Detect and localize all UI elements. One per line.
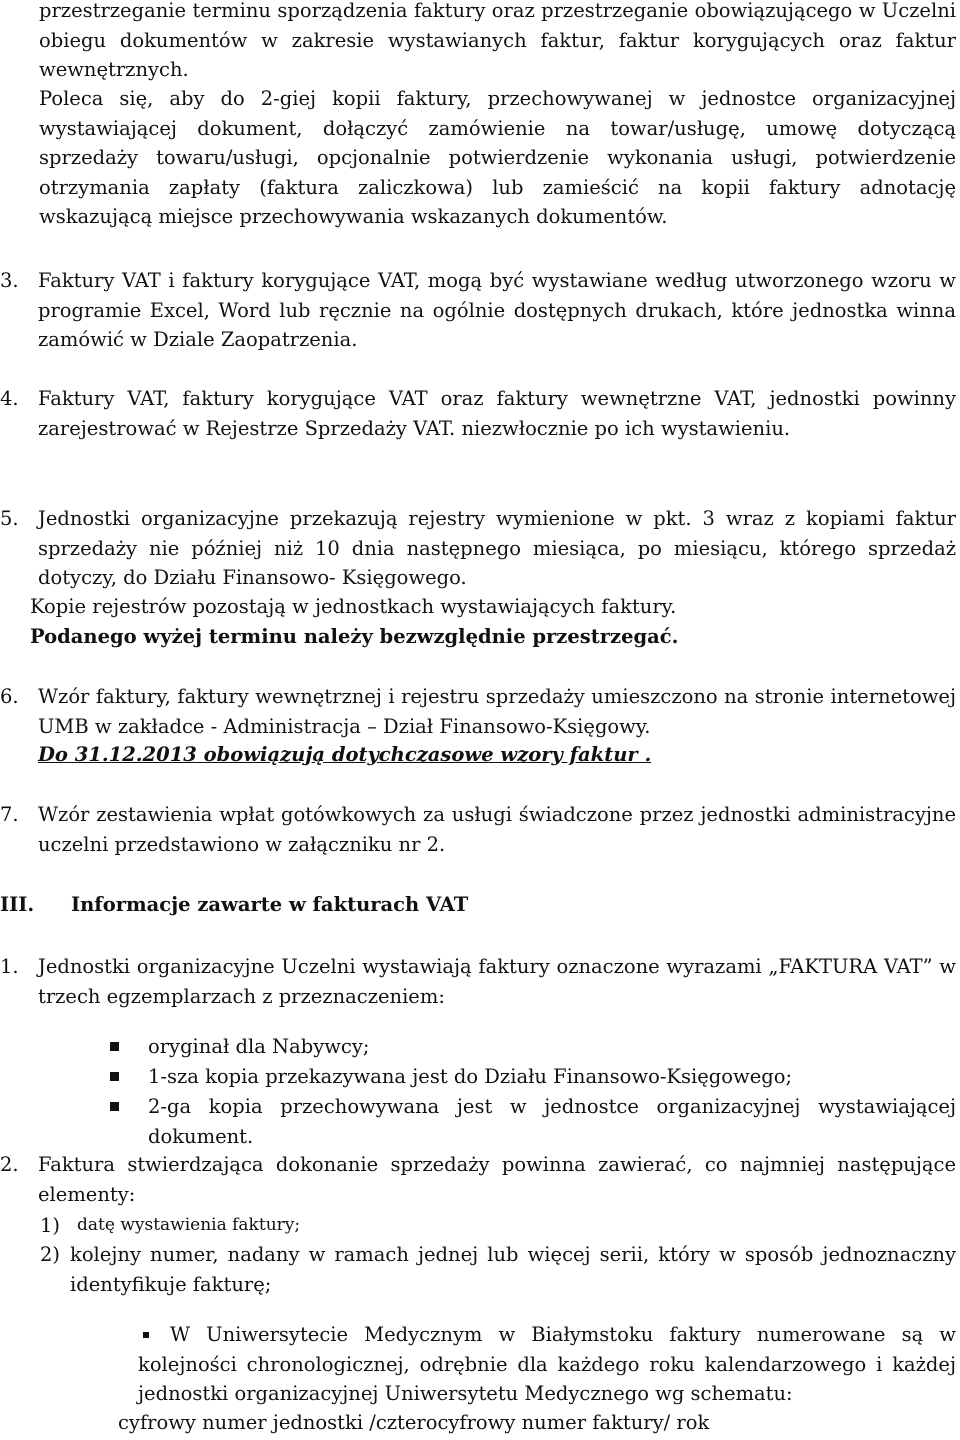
item-text: Jednostki organizacyjne Uczelni wystawiają faktury oznaczone wyrazami „FAKTURA VAT” w trzech egzemplarzach z przeznaczeniem: — [38, 955, 956, 1008]
item-text: Wzór faktury, faktury wewnętrznej i rejestru sprzedaży umieszczono na stronie internetowej UMB w zakładce - Administracja – Dział Finansowo-Księgowy. — [38, 685, 956, 738]
item-number: 5. — [0, 507, 19, 530]
item-number: 1. — [0, 955, 19, 978]
templates-validity-note: Do 31.12.2013 obowiązują dotychczasowe wzory faktur . — [38, 743, 652, 766]
list-item — [0, 384, 956, 443]
item-text: kolejny numer, nadany w ramach jednej lub więcej serii, który w sposób jednoznaczny identyfikuje fakturę; — [70, 1243, 956, 1296]
item-text: Jednostki organizacyjne przekazują rejestry wymienione w pkt. 3 wraz z kopiami faktur sprzedaży nie później niż 10 dnia następnego miesiąca, po miesiącu, którego sprzedaż dotyczy, do Działu Finansowo- Księgowego. — [38, 507, 956, 589]
bullet-text: 2-ga kopia przechowywana jest w jednostce organizacyjnej wystawiającej dokument. — [148, 1095, 956, 1148]
list-item — [0, 800, 956, 859]
item-number: 7. — [0, 803, 19, 826]
list-item — [0, 952, 956, 1011]
item-number: 4. — [0, 387, 19, 410]
list-item — [110, 1062, 956, 1092]
item-text: Faktura stwierdzająca dokonanie sprzedaży powinna zawierać, co najmniej następujące elementy: — [38, 1153, 956, 1206]
recommendation-paragraph — [39, 84, 956, 232]
section-title: Informacje zawarte w fakturach VAT — [71, 893, 469, 916]
deadline-warning: Podanego wyżej terminu należy bezwzględnie przestrzegać. — [30, 625, 679, 648]
numbering-note: W Uniwersytecie Medycznym w Białymstoku faktury numerowane są w kolejności chronologicznej, odrębnie dla każdego roku kalendarzowego i każdej jednostki organizacyjnej Uniwersytetu Medycznego wg schematu: — [138, 1323, 956, 1405]
square-bullet-icon — [110, 1042, 119, 1051]
list-item — [0, 266, 956, 355]
continuation-text: przestrzeganie terminu sporządzenia faktury oraz przestrzeganie obowiązującego w Uczelni obiegu dokumentów w zakresie wystawianych faktur, faktur korygujących oraz faktur wewnętrznych. — [39, 0, 956, 81]
bullet-text: 1-sza kopia przekazywana jest do Działu Finansowo-Księgowego; — [148, 1065, 793, 1088]
item-text: datę wystawienia faktury; — [77, 1215, 301, 1235]
list-item — [110, 1092, 956, 1151]
item-text: Faktury VAT, faktury korygujące VAT oraz faktury wewnętrzne VAT, jednostki powinny zarejestrować w Rejestrze Sprzedaży VAT. niezwłocznie po ich wystawieniu. — [38, 387, 956, 440]
list-item — [0, 1150, 956, 1209]
list-item — [0, 504, 956, 593]
square-bullet-icon — [110, 1102, 119, 1111]
numbering-schema: cyfrowy numer jednostki /czterocyfrowy numer faktury/ rok — [118, 1411, 710, 1434]
list-item — [110, 1032, 956, 1062]
list-item — [40, 1211, 956, 1241]
registry-copies-note: Kopie rejestrów pozostają w jednostkach wystawiających faktury. — [30, 595, 677, 618]
item-number: 1) — [40, 1214, 61, 1237]
item-number: 3. — [0, 269, 19, 292]
item-number: 2) — [40, 1243, 61, 1266]
list-item — [40, 1240, 956, 1299]
item-text: Faktury VAT i faktury korygujące VAT, mogą być wystawiane według utworzonego wzoru w programie Excel, Word lub ręcznie na ogólnie dostępnych drukach, które jednostka winna zamówić w Dziale Zaopatrzenia. — [38, 269, 956, 351]
item-number: 6. — [0, 685, 19, 708]
item-number: 2. — [0, 1153, 19, 1176]
section-number: III. — [0, 893, 35, 916]
list-item — [0, 682, 956, 741]
square-bullet-icon — [110, 1072, 119, 1081]
item-text: Wzór zestawienia wpłat gotówkowych za usługi świadczone przez jednostki administracyjne uczelni przedstawiono w załączniku nr 2. — [38, 803, 956, 856]
bullet-text: oryginał dla Nabywcy; — [148, 1035, 370, 1058]
continuation-paragraph — [39, 0, 956, 85]
recommendation-text: Poleca się, aby do 2-giej kopii faktury, przechowywanej w jednostce organizacyjnej wystawiającej dokument, dołączyć zamówienie na towar/usługę, umowę dotyczącą sprzedaży towaru/usługi, opcjonalnie potwierdzenie wykonania usługi, potwierdzenie otrzymania zapłaty (faktura zaliczkowa) lub zamieścić na kopii faktury adnotację wskazującą miejsce przechowywania wskazanych dokumentów. — [39, 87, 956, 228]
section-heading — [0, 890, 956, 920]
